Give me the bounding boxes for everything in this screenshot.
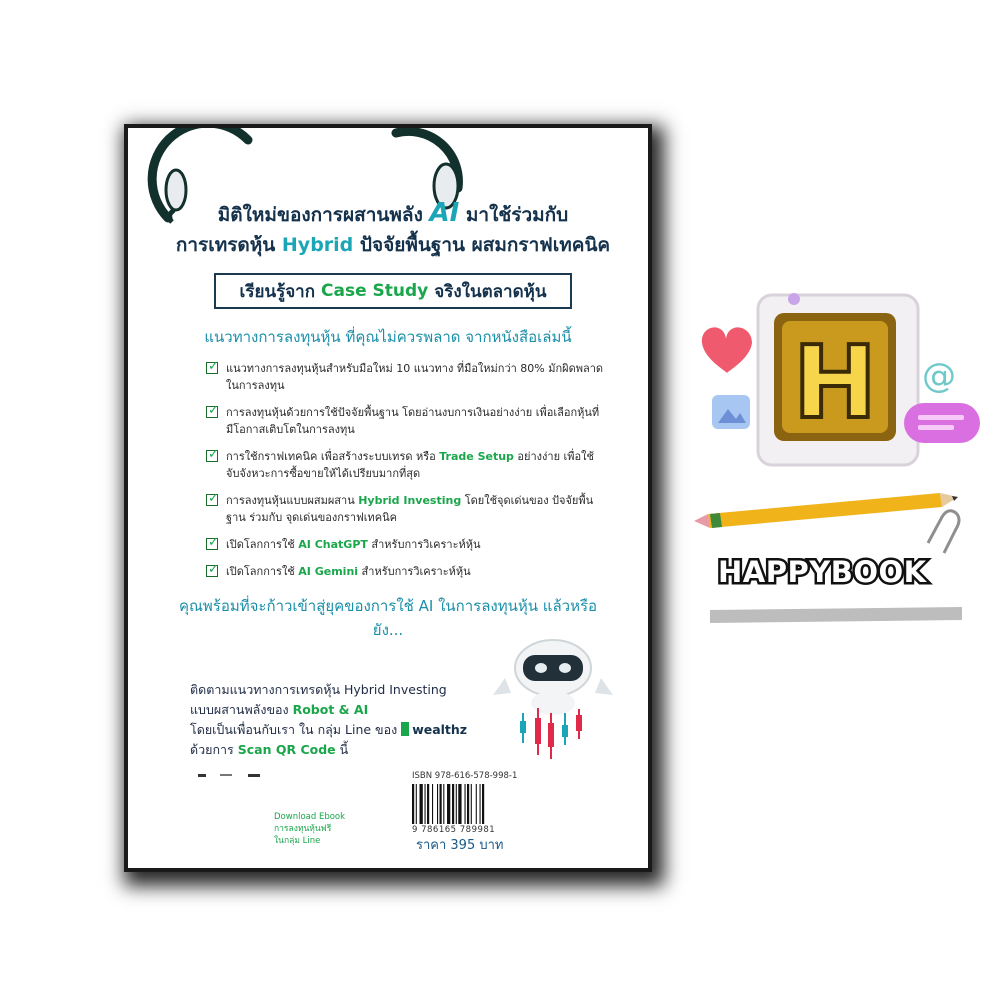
barcode-bar <box>440 784 442 824</box>
case-study-banner: เรียนรู้จาก Case Study จริงในตลาดหุ้น <box>214 273 572 309</box>
qr-code-fragment <box>198 774 268 778</box>
barcode-bar <box>458 784 461 824</box>
checklist-item: ✓ การลงทุนหุ้นแบบผสมผสาน Hybrid Investing โดยใช้จุดเด่นของ ปัจจัยพื้นฐาน ร่วมกับ จุดเด่นของกราฟเทคนิค <box>206 492 606 526</box>
barcode-bar <box>456 784 457 824</box>
headline-ai: AI <box>429 198 460 228</box>
book-back-cover <box>128 128 648 868</box>
isbn-label: ISBN 978-616-578-998-1 <box>412 771 518 781</box>
barcode-bar <box>471 784 472 824</box>
barcode-bar <box>447 784 450 824</box>
feature-checklist <box>206 360 606 590</box>
headline-hybrid: Hybrid <box>281 234 354 256</box>
happybook-brand-text: HAPPYBOOK <box>718 555 927 589</box>
barcode-bar <box>416 784 417 824</box>
wealthz-logo: wealthz <box>401 722 467 737</box>
download-ebook-note: Download Ebook การลงทุนหุ้นฟรี ในกลุ่ม Line <box>274 812 346 846</box>
barcode-bar <box>437 784 438 824</box>
checkbox-icon <box>206 450 218 462</box>
checkbox-icon <box>206 538 218 550</box>
checklist-item: ✓ เปิดโลกการใช้ AI Gemini สำหรับการวิเคราะห์หุ้น <box>206 563 606 580</box>
robot-mascot-icon <box>493 633 613 763</box>
checkbox-icon <box>206 494 218 506</box>
barcode-bar <box>465 784 466 824</box>
barcode-bar <box>425 784 426 824</box>
barcode-bar <box>482 784 484 824</box>
checklist-item: ✓ การลงทุนหุ้นด้วยการใช้ปัจจัยพื้นฐาน โดยอ่านงบการเงินอย่างง่าย เพื่อเลือกหุ้นที่มีโอกาสเติบโตในการลงทุน <box>206 404 606 438</box>
checkbox-icon <box>206 406 218 418</box>
image-icon <box>712 395 750 429</box>
barcode-bar <box>432 784 433 824</box>
follow-text: ติดตามแนวทางการเทรดหุ้น Hybrid Investing แบบผสานพลังของ Robot & AI โดยเป็นเพื่อนกับเรา ใน กลุ่ม Line ของ wealthz ด้วยการ Scan QR Code นี้ <box>190 682 468 757</box>
heart-icon <box>702 327 752 373</box>
headline-line-1: มิติใหม่ของการผสานพลัง AI มาใช้ร่วมกับ <box>217 198 569 228</box>
underline-stroke <box>710 607 962 623</box>
barcode-bar <box>443 784 444 824</box>
checkbox-icon <box>206 362 218 374</box>
barcode-number: 9 786165 789981 <box>412 825 496 835</box>
subheading: แนวทางการลงทุนหุ้น ที่คุณไม่ควรพลาด จากหนังสือเล่มนี้ <box>204 328 572 346</box>
checkbox-icon <box>206 565 218 577</box>
barcode-bar <box>480 784 481 824</box>
pencil-icon <box>694 493 958 528</box>
barcode-bar <box>476 784 477 824</box>
headline-line-2: การเทรดหุ้น Hybrid ปัจจัยพื้นฐาน ผสมกราฟเทคนิค <box>175 234 611 256</box>
barcode-bar <box>412 784 414 824</box>
chat-bubble-icon <box>904 403 980 443</box>
headline <box>158 198 628 260</box>
barcode-bar <box>452 784 454 824</box>
barcode-bar <box>467 784 469 824</box>
checklist-item: ✓ การใช้กราฟเทคนิค เพื่อสร้างระบบเทรด หรือ Trade Setup อย่างง่าย เพื่อใช้จับจังหวะการซื้อขายให้ได้เปรียบมากที่สุด <box>206 448 606 482</box>
checklist-item: ✓ เปิดโลกการใช้ AI ChatGPT สำหรับการวิเคราะห์หุ้น <box>206 536 606 553</box>
checklist-item: ✓ แนวทางการลงทุนหุ้นสำหรับมือใหม่ 10 แนวทาง ที่มือใหม่กว่า 80% มักผิดพลาดในการลงทุน <box>206 360 606 394</box>
barcode <box>412 784 508 824</box>
question-text: คุณพร้อมที่จะก้าวเข้าสู่ยุคของการใช้ AI ในการลงทุนหุ้น แล้วหรือยัง... <box>178 597 598 639</box>
barcode-bar <box>427 784 429 824</box>
h-letter: H <box>793 324 877 441</box>
at-sign-icon: @ <box>922 356 956 396</box>
price-label: ราคา 395 บาท <box>416 838 504 853</box>
paperclip-icon <box>928 511 959 553</box>
barcode-bar <box>420 784 423 824</box>
